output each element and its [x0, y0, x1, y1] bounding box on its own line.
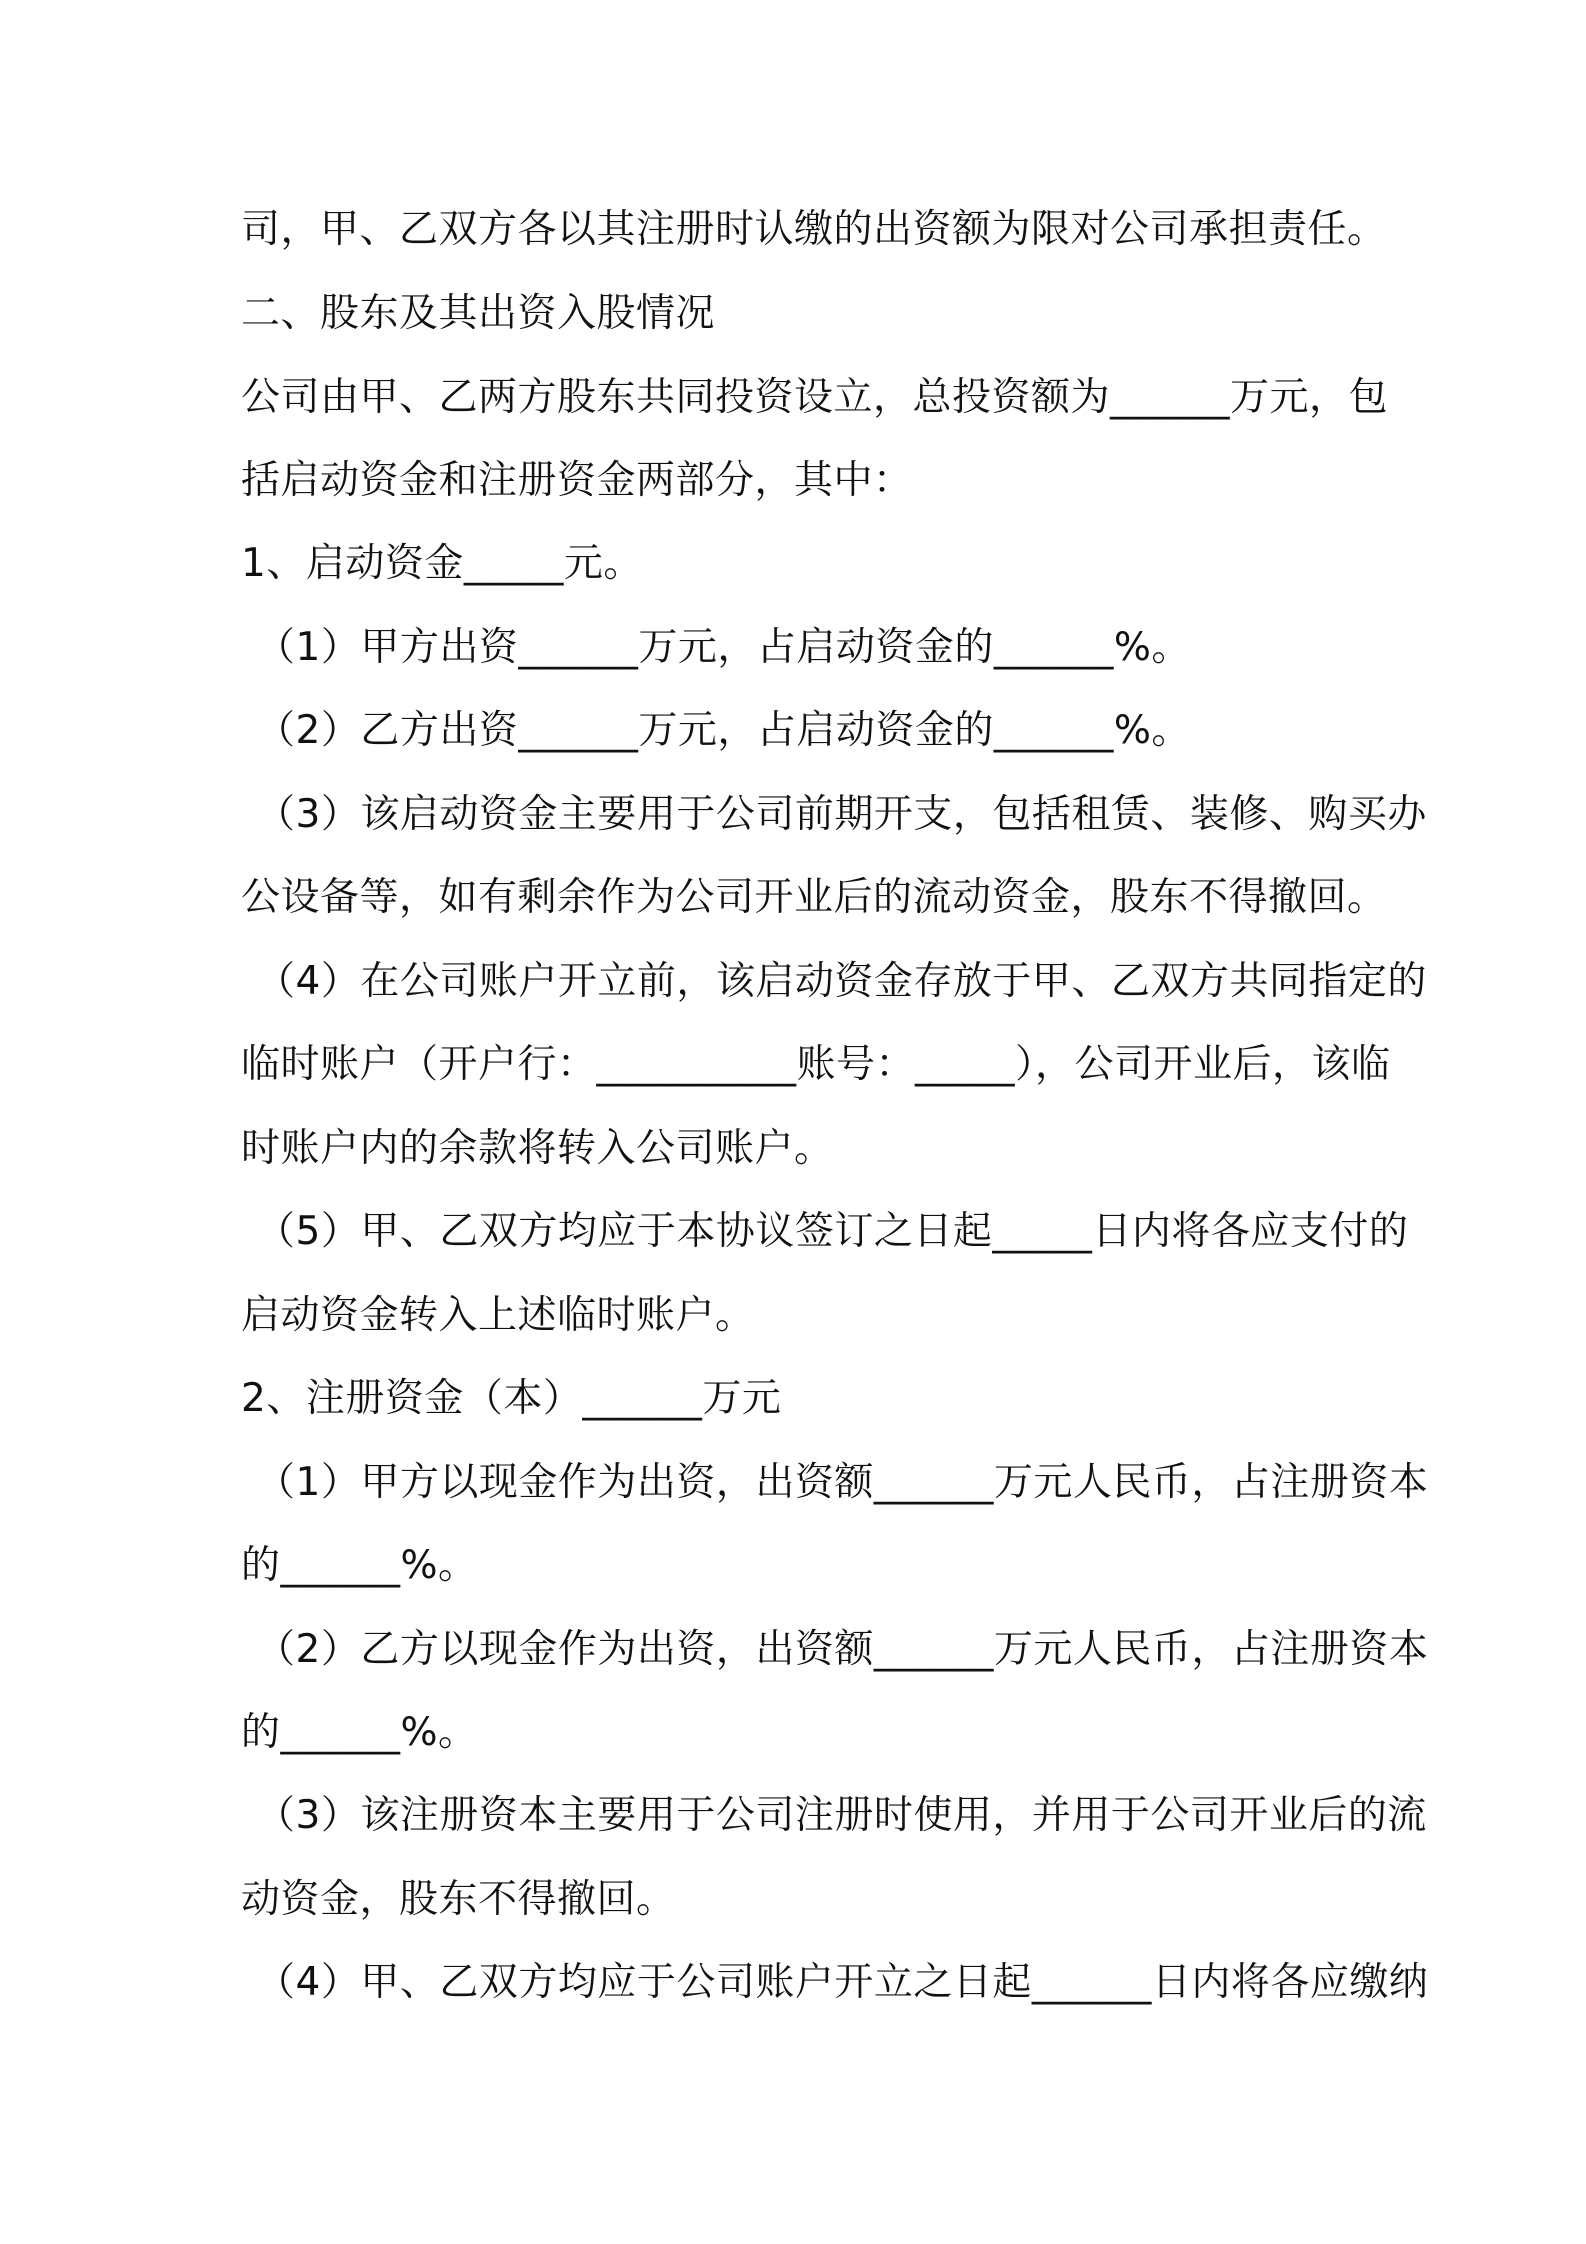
text-line: 启动资金转入上述临时账户。 [241, 1293, 755, 1338]
text-line: （3）该启动资金主要用于公司前期开支，包括租赁、装修、购买办 [256, 792, 1427, 837]
text-line: 时账户内的余款将转入公司账户。 [241, 1126, 834, 1171]
text-line: 临时账户（开户行：__________账号：_____），公司开业后，该临 [241, 1042, 1391, 1087]
text-line: （4）在公司账户开立前，该启动资金存放于甲、乙双方共同指定的 [256, 959, 1427, 1004]
text-line: 动资金，股东不得撤回。 [241, 1877, 676, 1922]
text-line: （4）甲、乙双方均应于公司账户开立之日起______日内将各应缴纳 [256, 1960, 1429, 2005]
text-line: （2）乙方以现金作为出资，出资额______万元人民币，占注册资本 [256, 1627, 1429, 1672]
section-heading: 二、股东及其出资入股情况 [241, 291, 716, 336]
text-line: 括启动资金和注册资金两部分，其中： [241, 458, 913, 503]
text-line: （1）甲方以现金作为出资，出资额______万元人民币，占注册资本 [256, 1460, 1429, 1505]
text-line: （2）乙方出资______万元，占启动资金的______%。 [256, 708, 1191, 753]
text-line: （5）甲、乙双方均应于本协议签订之日起_____日内将各应支付的 [256, 1209, 1409, 1254]
text-line: 的______%。 [241, 1543, 478, 1588]
text-line: 司，甲、乙双方各以其注册时认缴的出资额为限对公司承担责任。 [241, 207, 1387, 252]
text-line: 2、注册资金（本）______万元 [241, 1376, 782, 1421]
text-line: 公设备等，如有剩余作为公司开业后的流动资金，股东不得撤回。 [241, 875, 1387, 920]
text-line: 公司由甲、乙两方股东共同投资设立，总投资额为______万元，包 [241, 375, 1389, 420]
text-line: （3）该注册资本主要用于公司注册时使用，并用于公司开业后的流 [256, 1793, 1427, 1838]
text-line: （1）甲方出资______万元，占启动资金的______%。 [256, 625, 1191, 670]
text-line: 的______%。 [241, 1710, 478, 1755]
text-line: 1、启动资金_____元。 [241, 541, 643, 586]
